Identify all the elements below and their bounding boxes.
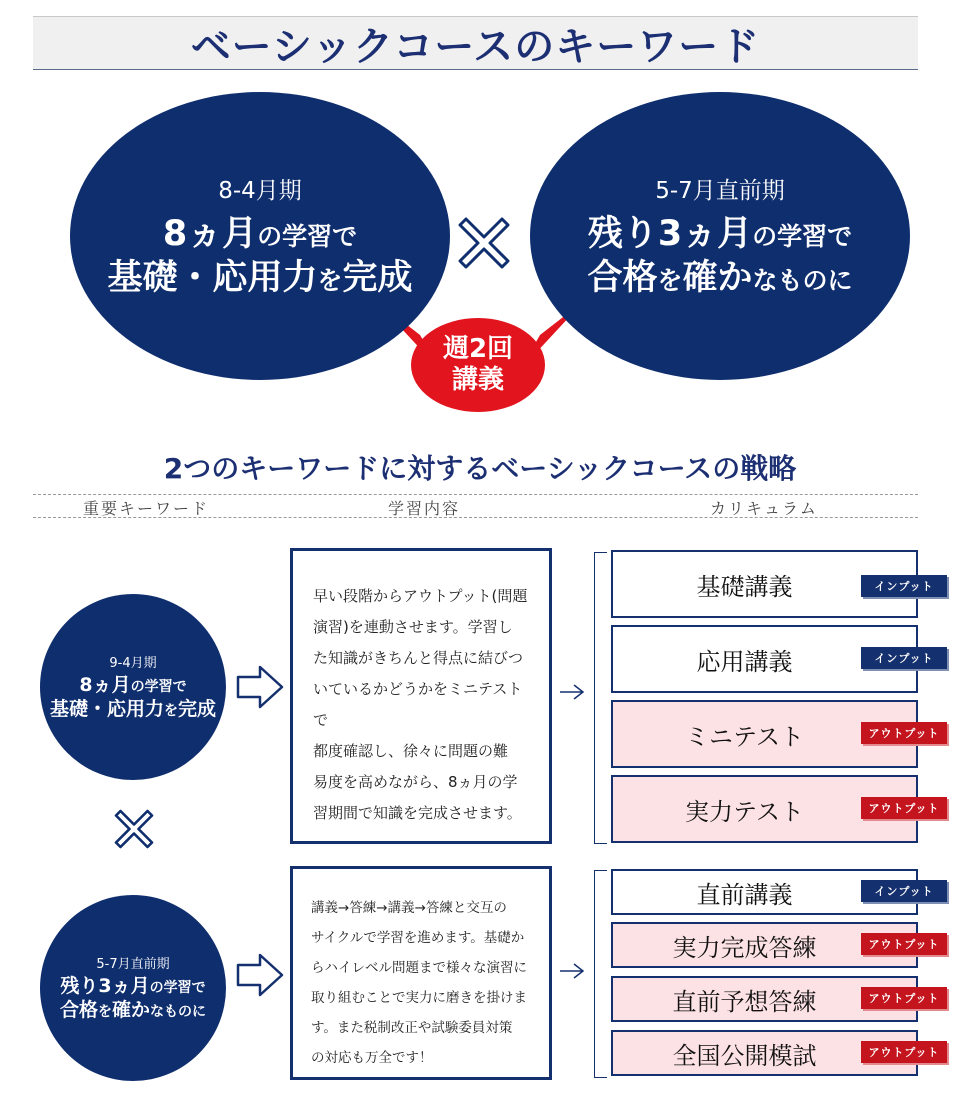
page-title-bar	[33, 16, 918, 70]
phase2-content-box	[290, 866, 552, 1080]
keyword-line-2: 合格を確かなものに	[587, 257, 853, 298]
content-line: サイクルで学習を進めます。基礎か	[311, 930, 525, 946]
input-tag: インプット	[861, 880, 947, 902]
phase1-content-box	[290, 548, 552, 844]
phase2-keyword-circle	[40, 895, 226, 1081]
phase1-arrow-icon	[236, 664, 286, 710]
curriculum-label: 直前予想答練	[672, 987, 817, 1016]
keyword-ellipse-left	[70, 92, 450, 380]
curriculum-label: 全国公開模試	[672, 1041, 817, 1070]
phase2-line-2: 合格を確かなものに	[59, 999, 207, 1021]
phase2-thin-arrow-icon	[558, 962, 586, 980]
content-line: 易度を高めながら、8ヵ月の学	[313, 773, 518, 791]
content-line: 習期間で知識を完成させます。	[313, 804, 522, 822]
badge-line-2: 講義	[451, 365, 504, 395]
phase2-period: 5-7月直前期	[96, 957, 170, 973]
phase1-curriculum-bracket	[594, 552, 607, 844]
keyword-ellipse-right	[530, 92, 910, 380]
curriculum-label: 直前講義	[696, 880, 793, 909]
column-header-row	[33, 494, 918, 518]
content-line: 取り組むことで実力に磨きを掛けま	[311, 990, 527, 1006]
phase2-arrow-icon	[236, 952, 286, 998]
multiply-icon	[456, 215, 512, 271]
phase1-line-1: 8ヵ月の学習で	[79, 674, 187, 697]
column-header-keyword: 重要キーワード	[83, 499, 210, 518]
lecture-frequency-badge	[411, 318, 545, 412]
column-header-content: 学習内容	[388, 499, 461, 518]
content-line: 早い段階からアウトプット(問題	[313, 587, 528, 605]
content-line: 講義→答練→講義→答練と交互の	[311, 900, 507, 916]
strategy-title: 2つのキーワードに対するベーシックコースの戦略	[163, 452, 797, 485]
phase1-keyword-circle	[40, 594, 226, 780]
content-line: 演習)を連動させます。学習し	[313, 618, 513, 636]
output-tag: アウトプット	[861, 1041, 947, 1063]
content-line: た知識がきちんと得点に結びつ	[313, 649, 524, 667]
phase1-period: 9-4月期	[109, 656, 157, 672]
keyword-line-1: 8ヵ月の学習で	[162, 213, 358, 254]
content-line: らハイレベル問題まで様々な演習に	[311, 960, 527, 976]
content-line: す。また税制改正や試験委員対策	[311, 1020, 513, 1036]
phase1-line-2: 基礎・応用力を完成	[49, 698, 217, 720]
multiply-icon	[113, 808, 155, 850]
output-tag: アウトプット	[861, 987, 947, 1009]
output-tag: アウトプット	[861, 933, 947, 955]
phase2-curriculum-bracket	[594, 870, 607, 1078]
badge-line-1: 週2回	[442, 333, 514, 364]
keyword-line-2: 基礎・応用力を完成	[107, 257, 413, 298]
content-line: の対応も万全です！	[311, 1050, 433, 1066]
keyword-period: 5-7月直前期	[655, 177, 785, 204]
phase1-thin-arrow-icon	[558, 683, 586, 701]
output-tag: アウトプット	[861, 797, 947, 819]
input-tag: インプット	[861, 647, 947, 669]
output-tag: アウトプット	[861, 722, 947, 744]
content-line: 都度確認し、徐々に問題の難	[313, 742, 509, 760]
curriculum-label: 実力完成答練	[672, 933, 817, 962]
content-line: いているかどうかをミニテストで	[313, 680, 523, 729]
keyword-line-1: 残り3ヵ月の学習で	[587, 213, 853, 254]
curriculum-label: 基礎講義	[696, 572, 793, 601]
phase2-line-1: 残り3ヵ月の学習で	[60, 975, 206, 998]
curriculum-label: 応用講義	[696, 647, 793, 676]
column-header-curriculum: カリキュラム	[710, 499, 818, 518]
keyword-period: 8-4月期	[218, 177, 302, 204]
curriculum-label: ミニテスト	[684, 722, 805, 751]
page-title: ベーシックコースのキーワード	[190, 23, 761, 70]
input-tag: インプット	[861, 575, 947, 597]
curriculum-label: 実力テスト	[684, 797, 805, 826]
